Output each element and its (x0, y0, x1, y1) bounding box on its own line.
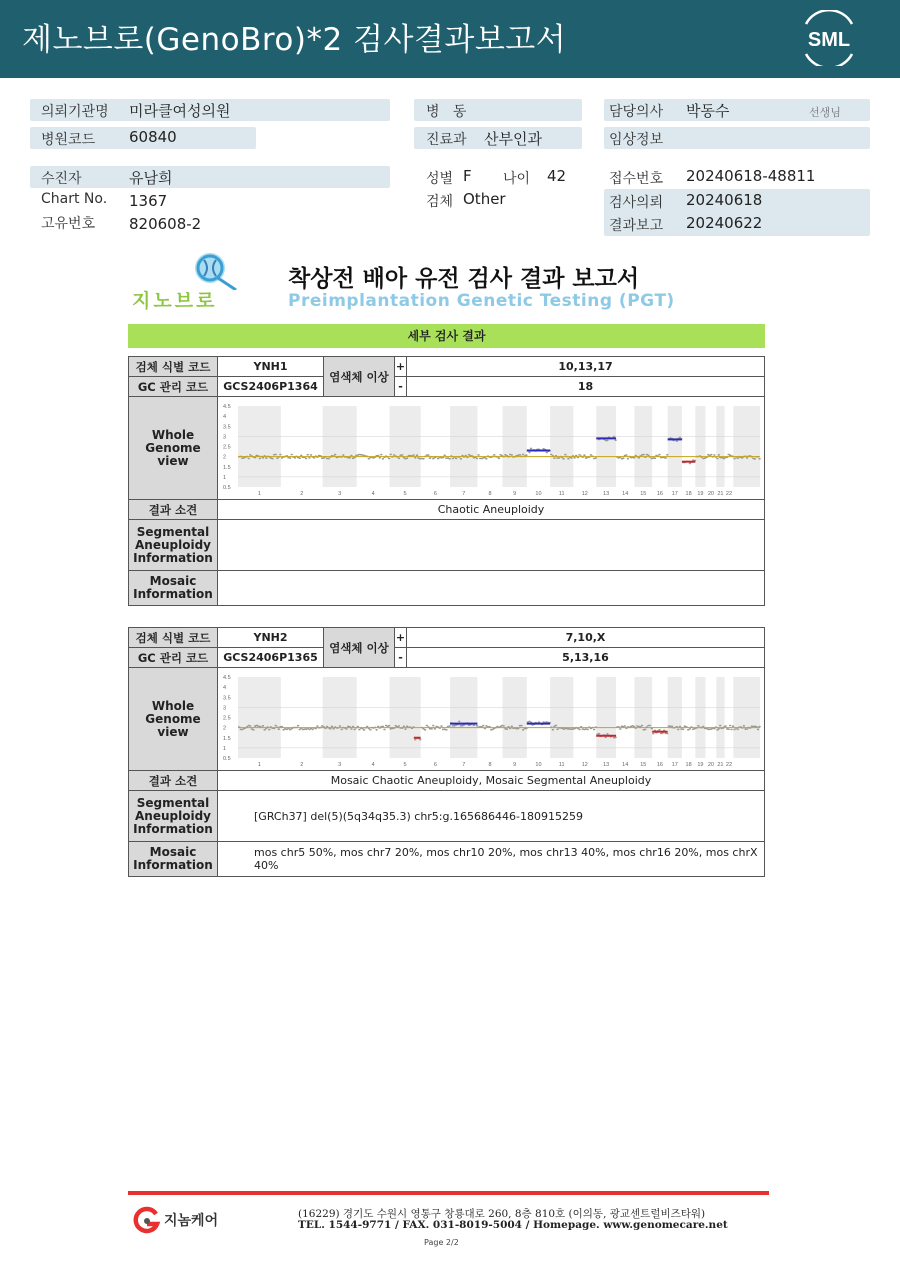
receipt-label: 접수번호 (609, 171, 664, 187)
genobro-logo (132, 250, 244, 312)
y-tick-label: 2.5 (223, 715, 231, 721)
y-tick-label: 4 (223, 684, 227, 691)
x-tick-label: 7 (462, 761, 466, 768)
x-tick-label: 5 (403, 490, 407, 497)
x-tick-label: 12 (581, 490, 588, 497)
specimen-code-header: 검체 식별 코드 (129, 357, 218, 377)
sample-table-1 (128, 356, 765, 606)
institution-value: 미라클여성의원 (129, 102, 231, 120)
chart-label: Chart No. (41, 191, 108, 207)
whole-genome-chart-1 (220, 400, 762, 497)
loss-sign: - (395, 648, 407, 668)
x-tick-label: 15 (640, 761, 647, 768)
x-tick-label: 22 (725, 761, 733, 768)
x-tick-label: 12 (581, 761, 588, 768)
hospital-code-label: 병원코드 (41, 132, 96, 148)
x-tick-label: 10 (535, 490, 542, 497)
footer-divider (128, 1191, 769, 1195)
gc-code-header: GC 관리 코드 (129, 377, 218, 397)
y-tick-label: 1 (223, 474, 227, 481)
y-tick-label: 3 (223, 704, 227, 711)
chromosome-band (634, 406, 652, 487)
report-subtitle: Preimplantation Genetic Testing (PGT) (288, 291, 675, 311)
whole-genome-chart-2 (220, 671, 762, 768)
chromosome-band (450, 677, 477, 758)
chromosome-band (238, 406, 281, 487)
receipt-value: 20240618-48811 (686, 167, 816, 185)
y-tick-label: 4 (223, 413, 227, 420)
result-header: 결과 소견 (129, 771, 218, 791)
chromosome-band (390, 677, 421, 758)
specimen-code-header: 검체 식별 코드 (129, 628, 218, 648)
result-value: Chaotic Aneuploidy (218, 500, 765, 520)
gain-sign: + (395, 357, 407, 377)
y-tick-label: 3.5 (223, 694, 231, 701)
x-tick-label: 8 (488, 490, 492, 497)
dna-search-icon (132, 250, 244, 290)
header-bar (0, 0, 900, 78)
sex-value: F (463, 167, 472, 185)
x-tick-label: 22 (725, 490, 733, 497)
chromosome-band (596, 677, 616, 758)
y-tick-label: 3.5 (223, 423, 231, 430)
mosaic-value: mos chr5 50%, mos chr7 20%, mos chr10 20%, mos chr13 40%, mos chr16 20%, mos chrX 40% (218, 842, 765, 877)
x-tick-label: 16 (656, 490, 663, 497)
chromosome-band (596, 406, 616, 487)
y-tick-label: 4.5 (223, 403, 231, 410)
genomecare-logo-text: 지놈케어 (164, 1213, 219, 1229)
segmental-value (218, 520, 765, 571)
y-tick-label: 1 (223, 745, 227, 752)
x-tick-label: 9 (513, 490, 517, 497)
mosaic-header: Mosaic Information (129, 842, 218, 877)
chromosome-band (503, 677, 527, 758)
chromosome-band (450, 406, 477, 487)
x-tick-label: 3 (338, 761, 342, 768)
genomecare-logo (132, 1206, 222, 1236)
report-label: 결과보고 (609, 218, 664, 234)
x-tick-label: 1 (257, 761, 261, 768)
result-value: Mosaic Chaotic Aneuploidy, Mosaic Segmental Aneuploidy (218, 771, 765, 791)
x-tick-label: 3 (338, 490, 342, 497)
x-tick-label: 10 (535, 761, 542, 768)
hospital-code-value: 60840 (129, 128, 177, 146)
x-tick-label: 16 (656, 761, 663, 768)
x-tick-label: 1 (257, 490, 261, 497)
section-title: 세부 검사 결과 (128, 324, 765, 348)
clinical-label: 임상정보 (609, 132, 664, 148)
y-tick-label: 1.5 (223, 464, 231, 471)
segmental-header: Segmental Aneuploidy Information (129, 791, 218, 842)
x-tick-label: 21 (717, 761, 724, 768)
chromosome-band (733, 677, 760, 758)
chromosome-band (550, 677, 573, 758)
request-value: 20240618 (686, 191, 763, 209)
department-value: 산부인과 (484, 130, 542, 148)
specimen-code-value: YNH2 (218, 628, 324, 648)
y-tick-label: 1.5 (223, 735, 231, 742)
y-tick-label: 3 (223, 433, 227, 440)
mosaic-header: Mosaic Information (129, 571, 218, 606)
patient-label: 수진자 (41, 171, 82, 187)
chromosome-band (695, 406, 705, 487)
chromosome-band (634, 677, 652, 758)
department-label: 진료과 (426, 132, 467, 148)
page-title: 제노브로(GenoBro)*2 검사결과보고서 (22, 22, 567, 58)
genomecare-g-icon (132, 1206, 162, 1236)
gain-sign: + (395, 628, 407, 648)
chromosome-band (695, 677, 705, 758)
gc-code-value: GCS2406P1365 (218, 648, 324, 668)
sml-logo-text: SML (807, 29, 851, 51)
institution-label: 의뢰기관명 (41, 104, 109, 120)
patient-value: 유남희 (129, 169, 173, 187)
x-tick-label: 21 (717, 490, 724, 497)
chromosome-band (716, 406, 724, 487)
chrom-abn-header: 염색체 이상 (324, 628, 395, 668)
doctor-suffix: 선생님 (809, 106, 841, 119)
wgv-header: Whole Genome view (129, 668, 218, 771)
chrom-abn-header: 염색체 이상 (324, 357, 395, 397)
footer-contact: TEL. 1544-9771 / FAX. 031-8019-5004 / Homepage. www.genomecare.net (298, 1219, 728, 1231)
y-tick-label: 2 (223, 454, 227, 461)
x-tick-label: 15 (640, 490, 647, 497)
x-tick-label: 19 (697, 761, 704, 768)
x-tick-label: 17 (671, 761, 678, 768)
y-tick-label: 4.5 (223, 674, 231, 681)
x-tick-label: 11 (558, 761, 565, 768)
y-tick-label: 0.5 (223, 755, 231, 762)
id-value: 820608-2 (129, 215, 202, 233)
doctor-label: 담당의사 (609, 104, 664, 120)
ward-label: 병 동 (426, 104, 467, 120)
x-tick-label: 14 (622, 490, 629, 497)
x-tick-label: 20 (707, 761, 714, 768)
wgv-header: Whole Genome view (129, 397, 218, 500)
x-tick-label: 13 (603, 761, 610, 768)
x-tick-label: 5 (403, 761, 407, 768)
x-tick-label: 11 (558, 490, 565, 497)
chromosome-band (503, 406, 527, 487)
sml-logo (796, 10, 862, 66)
age-label: 나이 (503, 171, 531, 187)
gain-value: 10,13,17 (407, 357, 765, 377)
x-tick-label: 6 (433, 761, 437, 768)
x-tick-label: 14 (622, 761, 629, 768)
x-tick-label: 2 (300, 761, 304, 768)
chromosome-band (390, 406, 421, 487)
sex-label: 성별 (426, 171, 454, 187)
gc-code-value: GCS2406P1364 (218, 377, 324, 397)
y-tick-label: 2.5 (223, 444, 231, 450)
y-tick-label: 0.5 (223, 484, 231, 491)
chromosome-band (668, 677, 682, 758)
x-tick-label: 4 (371, 490, 375, 497)
segmental-value: [GRCh37] del(5)(5q34q35.3) chr5:g.165686446-180915259 (218, 791, 765, 842)
x-tick-label: 18 (685, 761, 692, 768)
chromosome-band (733, 406, 760, 487)
x-tick-label: 13 (603, 490, 610, 497)
x-tick-label: 2 (300, 490, 304, 497)
specimen-code-value: YNH1 (218, 357, 324, 377)
result-header: 결과 소견 (129, 500, 218, 520)
request-label: 검사의뢰 (609, 195, 664, 211)
age-value: 42 (547, 167, 567, 185)
chromosome-band (550, 406, 573, 487)
chromosome-band (668, 406, 682, 487)
footer-address: (16229) 경기도 수원시 영통구 창룡대로 260, 8층 810호 (이의동, 광교센트럴비즈타워) (298, 1208, 706, 1220)
chart-value: 1367 (129, 192, 168, 210)
loss-sign: - (395, 377, 407, 397)
doctor-value: 박동수 (686, 102, 730, 120)
loss-value: 18 (407, 377, 765, 397)
id-label: 고유번호 (41, 216, 96, 232)
gain-value: 7,10,X (407, 628, 765, 648)
y-tick-label: 2 (223, 725, 227, 732)
mosaic-value (218, 571, 765, 606)
segmental-header: Segmental Aneuploidy Information (129, 520, 218, 571)
chromosome-band (323, 677, 357, 758)
loss-value: 5,13,16 (407, 648, 765, 668)
x-tick-label: 4 (371, 761, 375, 768)
x-tick-label: 18 (685, 490, 692, 497)
x-tick-label: 9 (513, 761, 517, 768)
chromosome-band (238, 677, 281, 758)
x-tick-label: 17 (671, 490, 678, 497)
x-tick-label: 20 (707, 490, 714, 497)
page-number: Page 2/2 (424, 1238, 459, 1247)
report-title: 착상전 배아 유전 검사 결과 보고서 (288, 266, 640, 292)
report-value: 20240622 (686, 214, 763, 232)
x-tick-label: 7 (462, 490, 466, 497)
chromosome-band (716, 677, 724, 758)
specimen-value: Other (463, 190, 506, 208)
gc-code-header: GC 관리 코드 (129, 648, 218, 668)
x-tick-label: 19 (697, 490, 704, 497)
specimen-label: 검체 (426, 194, 454, 210)
x-tick-label: 6 (433, 490, 437, 497)
genobro-logo-text: 지노브로 (132, 290, 218, 312)
x-tick-label: 8 (488, 761, 492, 768)
sample-table-2 (128, 627, 765, 877)
chromosome-band (323, 406, 357, 487)
